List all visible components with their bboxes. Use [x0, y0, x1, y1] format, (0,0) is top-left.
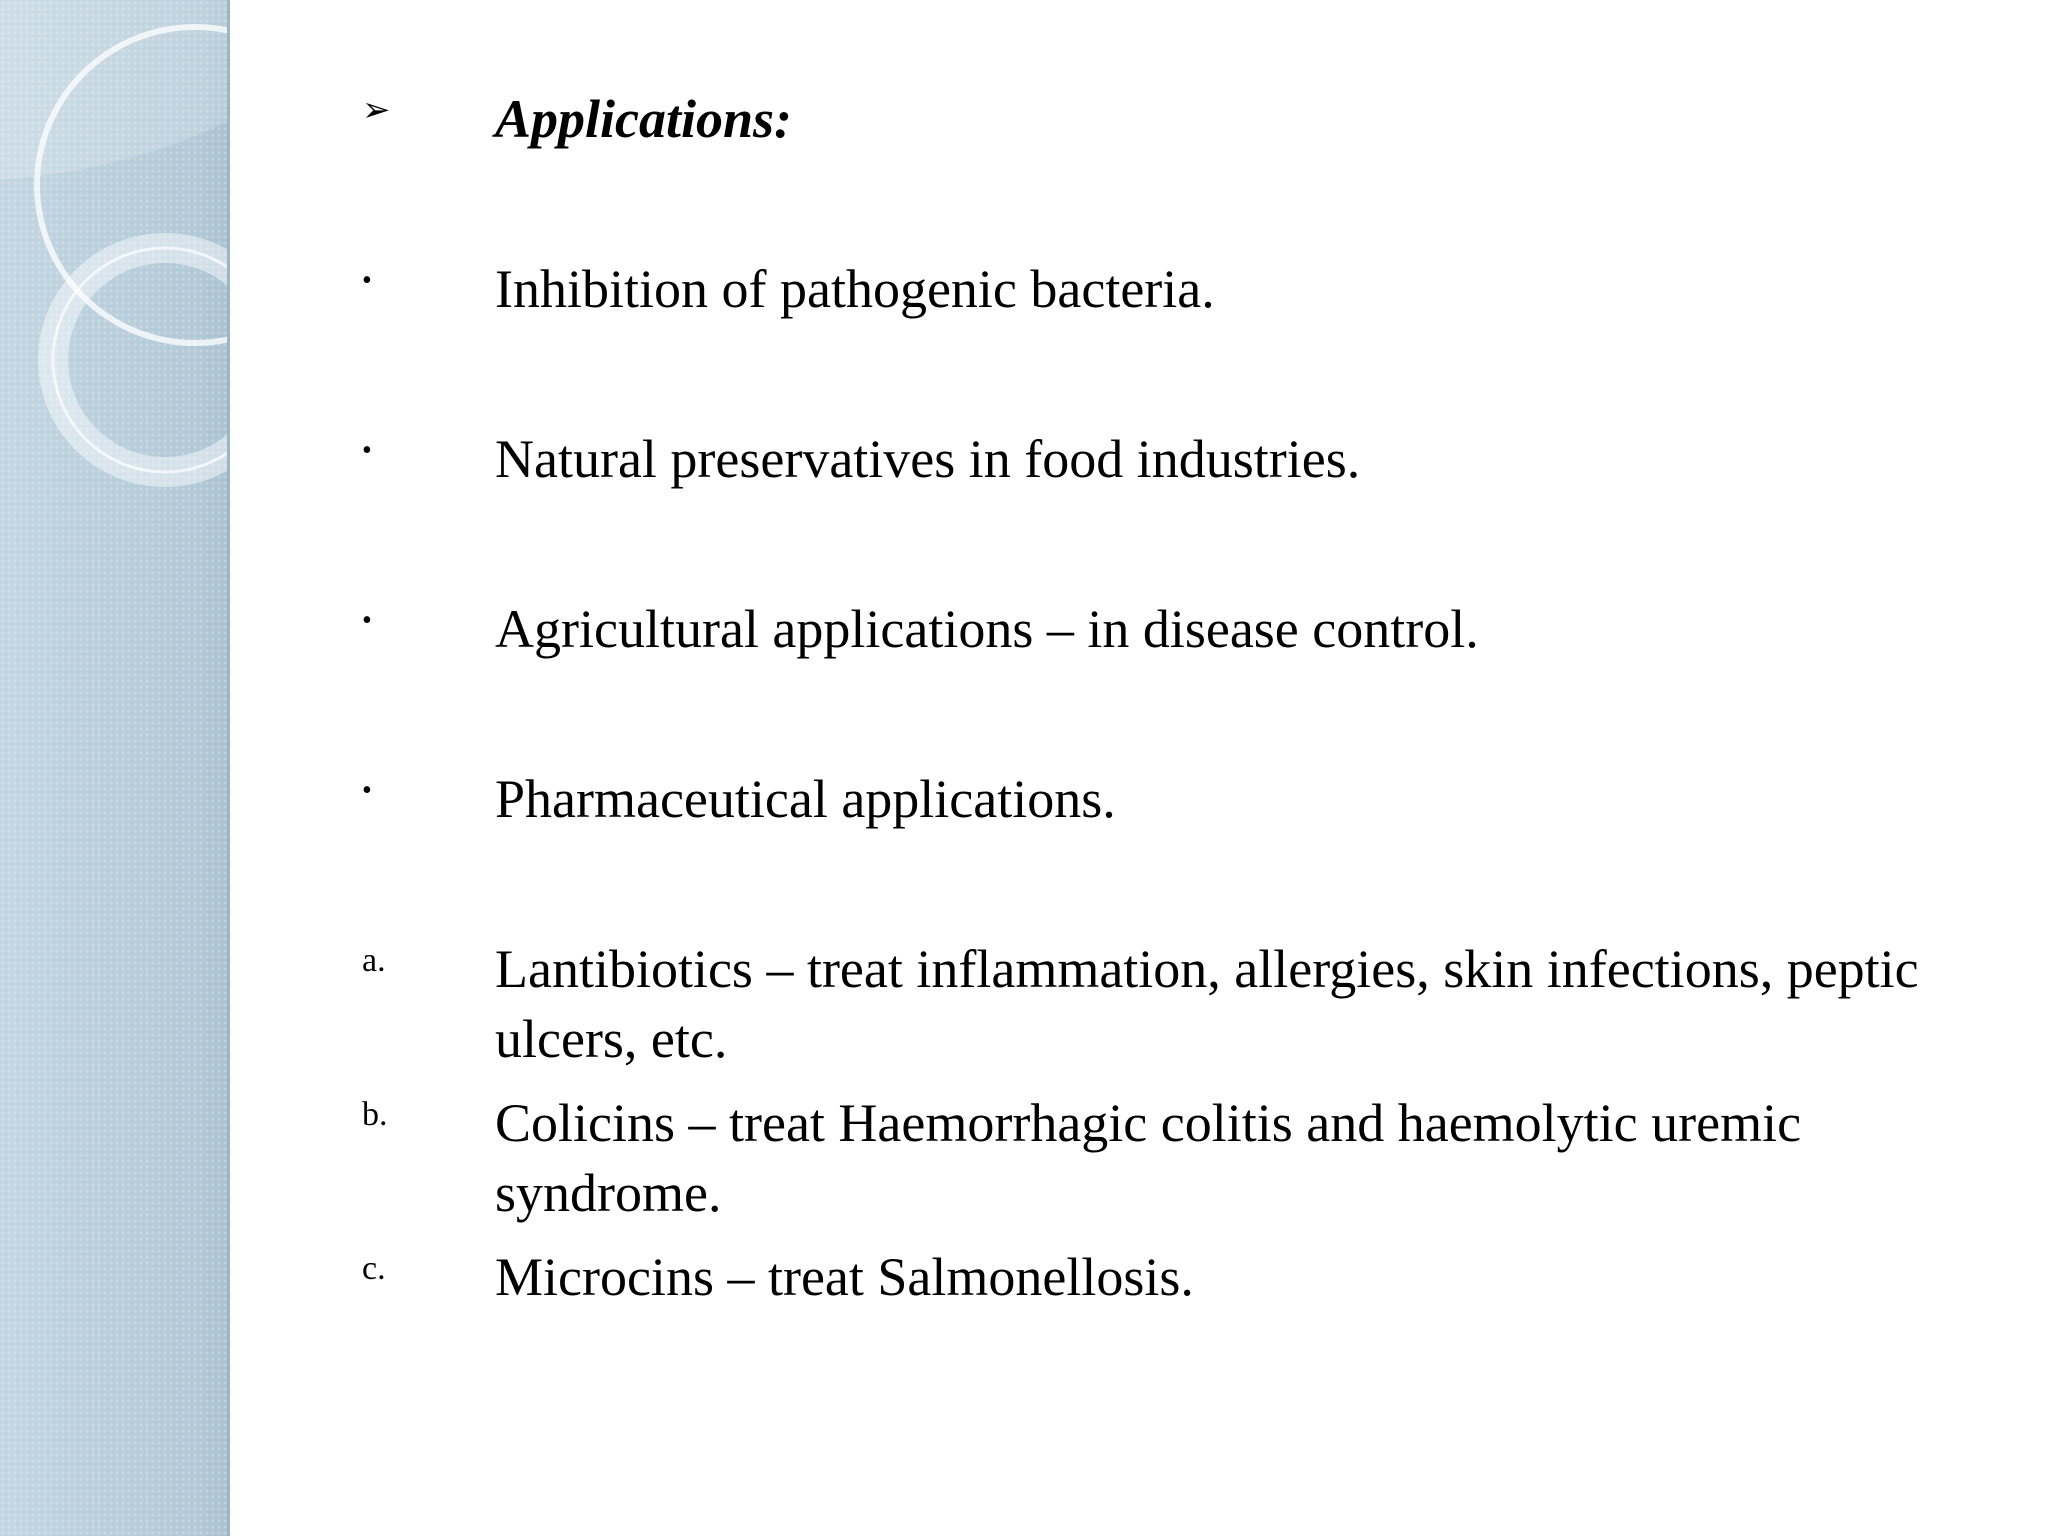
decorative-side-panel — [0, 0, 230, 1536]
sub-item-text: Microcins – treat Salmonellosis. — [495, 1247, 1194, 1307]
list-item-text: Agricultural applications – in disease control. — [495, 599, 1479, 659]
bullet-dot-icon: • — [362, 605, 372, 636]
list-item-text: Inhibition of pathogenic bacteria. — [495, 259, 1215, 319]
sub-item-marker: b. — [362, 1096, 388, 1133]
sub-item-marker: c. — [362, 1250, 386, 1287]
decorative-rings-icon — [0, 0, 230, 1536]
bullet-dot-icon: • — [362, 265, 372, 296]
slide-heading: Applications: — [495, 89, 793, 149]
list-item-text: Pharmaceutical applications. — [495, 769, 1116, 829]
sub-item-text: Colicins – treat Haemorrhagic colitis and haemolytic uremic syndrome. — [495, 1093, 1802, 1223]
bullet-dot-icon: • — [362, 775, 372, 806]
sub-item-marker: a. — [362, 942, 386, 979]
list-item-text: Natural preservatives in food industries. — [495, 429, 1361, 489]
bullet-dot-icon: • — [362, 435, 372, 466]
arrow-bullet-icon: ➢ — [362, 92, 391, 129]
sub-item-text: Lantibiotics – treat inflammation, allergies, skin infections, peptic ulcers, etc. — [495, 939, 1919, 1069]
